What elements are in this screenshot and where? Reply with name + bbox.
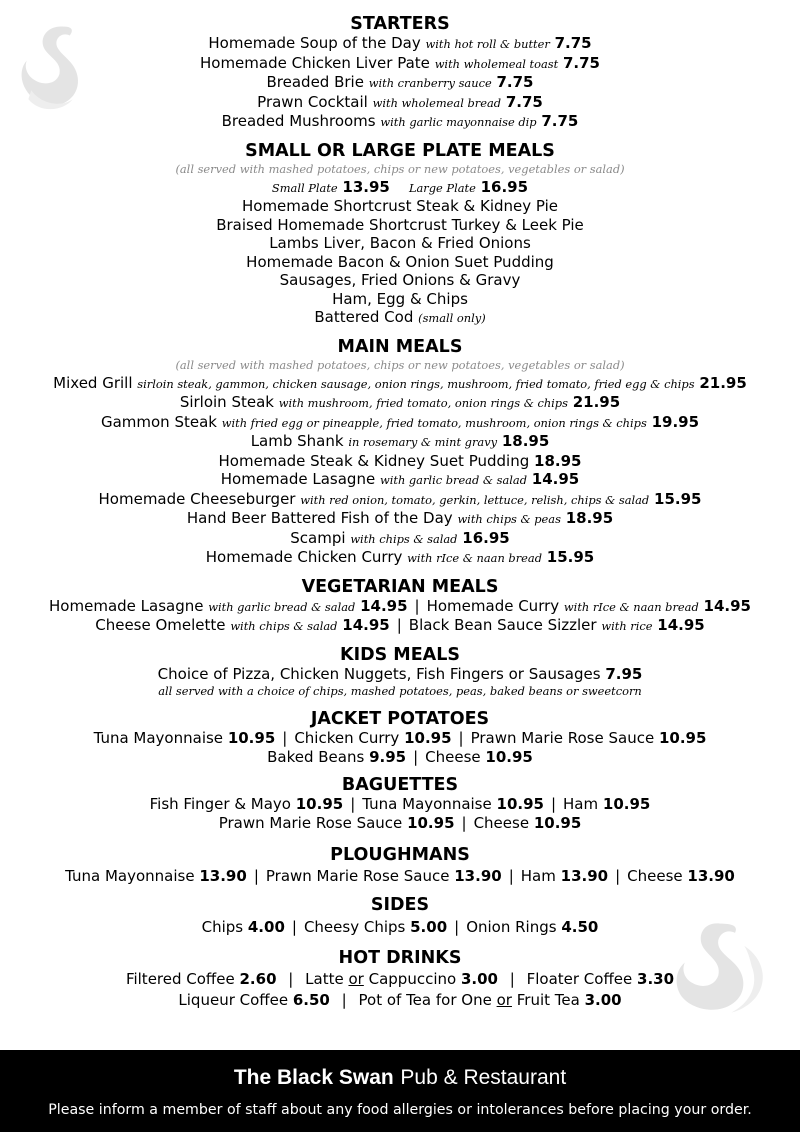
item-name: Homemade Lasagne — [49, 596, 204, 615]
item-price: 10.95 — [496, 795, 544, 813]
item-description: with rIce & naan bread — [563, 599, 699, 614]
item-price: 14.95 — [703, 596, 751, 615]
restaurant-name: The Black Swan Pub & Restaurant — [233, 1066, 567, 1089]
item-price: 14.95 — [360, 596, 408, 615]
item-description: with garlic mayonnaise dip — [380, 115, 537, 129]
item-name: Scampi — [290, 528, 346, 547]
item-name: Prawn Marie Rose Sauce — [265, 867, 450, 885]
menu-item: Homemade Bacon & Onion Suet Pudding — [246, 252, 554, 271]
item-description: with chips & peas — [457, 512, 561, 526]
separator: | — [413, 747, 419, 766]
menu-item: Homemade Shortcrust Steak & Kidney Pie — [241, 197, 559, 215]
menu-row — [0, 729, 800, 748]
item-price: 18.95 — [534, 451, 582, 470]
item-price: 18.95 — [501, 432, 550, 450]
item-name: Tuna Mayonnaise — [362, 795, 492, 813]
item-price: 14.95 — [657, 616, 705, 634]
vegetarian-list — [0, 597, 800, 636]
separator: | — [550, 795, 557, 813]
small-plate-price: 13.95 — [342, 177, 390, 196]
item-price: 10.95 — [533, 813, 582, 832]
item-name: Tuna Mayonnaise — [93, 729, 224, 747]
small-plate-label: Small Plate — [271, 180, 338, 195]
kids-meal-note: all served with a choice of chips, mashed potatoes, peas, baked beans or sweetcorn — [158, 684, 642, 698]
item-price: 13.90 — [560, 867, 609, 885]
plate-meals-list — [0, 197, 800, 308]
item-price: 9.95 — [369, 747, 407, 766]
starters-list — [0, 34, 800, 132]
item-name: Onion Rings — [466, 917, 557, 936]
item-price: 10.95 — [602, 795, 651, 813]
item-price: 10.95 — [227, 729, 276, 747]
item-price: 10.95 — [407, 813, 455, 832]
item-price: 13.90 — [687, 867, 735, 885]
menu-row — [0, 795, 800, 814]
item-name: Homemade Cheeseburger — [98, 489, 296, 508]
item-name: Hand Beer Battered Fish of the Day — [186, 509, 453, 527]
item-name: Lamb Shank — [250, 432, 344, 450]
item-name: Mixed Grill — [53, 373, 133, 392]
plate-size-prices — [0, 178, 800, 198]
item-name: Prawn Cocktail — [257, 92, 368, 111]
section-title-baguettes: BAGUETTES — [341, 775, 459, 795]
section-title-plate-meals: SMALL OR LARGE PLATE MEALS — [245, 140, 555, 161]
menu-item — [0, 93, 800, 113]
section-title-vegetarian: VEGETARIAN MEALS — [301, 576, 499, 597]
item-description: with wholemeal toast — [434, 56, 559, 71]
item-description: sirloin steak, gammon, chicken sausage, onion rings, mushroom, fried tomato, fried egg & chips — [137, 376, 695, 391]
separator: | — [458, 729, 464, 747]
ploughmans-list — [0, 867, 800, 886]
menu-content — [0, 14, 800, 1009]
item-price: 7.75 — [554, 34, 592, 52]
large-plate-price: 16.95 — [480, 177, 529, 196]
item-name: Homemade Chicken Curry — [205, 548, 403, 566]
item-price: 7.75 — [562, 53, 600, 72]
separator: | — [291, 917, 297, 936]
item-name: Homemade Soup of the Day — [208, 34, 421, 52]
section-title-ploughmans: PLOUGHMANS — [330, 845, 470, 865]
item-description: with garlic bread & salad — [379, 473, 528, 487]
separator: | — [253, 867, 259, 885]
item-price: 18.95 — [565, 509, 614, 527]
menu-row — [0, 867, 800, 886]
item-name: Ham — [563, 795, 599, 813]
separator: | — [282, 729, 288, 747]
kids-meal-line: Choice of Pizza, Chicken Nuggets, Fish Fingers or Sausages 7.95 — [157, 664, 643, 683]
footer-banner — [0, 1050, 800, 1132]
item-name: Homemade Lasagne — [220, 470, 376, 488]
item-name: Sirloin Steak — [179, 393, 274, 411]
item-description: with rIce & naan bread — [407, 551, 542, 565]
separator: | — [615, 867, 621, 885]
allergy-notice: Please inform a member of staff about any food allergies or intolerances before placing your order. — [48, 1102, 752, 1118]
item-name: Fish Finger & Mayo — [149, 795, 291, 813]
menu-item — [0, 548, 800, 568]
item-price: 15.95 — [654, 489, 702, 508]
menu-item: Lambs Liver, Bacon & Fried Onions — [269, 234, 531, 252]
item-description: with hot roll & butter — [425, 37, 550, 51]
item-name: Breaded Brie — [266, 73, 364, 91]
item-name: Black Bean Sauce Sizzler — [408, 616, 597, 634]
item-price: 7.75 — [496, 73, 534, 91]
baguettes-list — [0, 795, 800, 832]
item-price: 4.00 — [247, 917, 285, 936]
item-name: Gammon Steak — [100, 412, 217, 431]
menu-row — [0, 748, 800, 767]
item-description: with red onion, tomato, gerkin, lettuce, relish, chips & salad — [300, 492, 650, 507]
item-description: with rice — [601, 619, 653, 633]
item-price: 10.95 — [485, 747, 533, 766]
item-price: 15.95 — [546, 548, 595, 566]
item-name: Prawn Marie Rose Sauce — [470, 729, 655, 747]
item-name: Cheese — [473, 813, 530, 832]
item-price: 7.75 — [505, 92, 543, 111]
item-description: with chips & salad — [350, 531, 458, 546]
menu-row — [0, 814, 800, 833]
separator: | — [414, 596, 420, 615]
item-name: Breaded Mushrooms — [221, 112, 376, 130]
item-price: 14.95 — [531, 470, 580, 488]
item-name: Ham — [520, 867, 556, 885]
main-meals-note: (all served with mashed potatoes, chips or new potatoes, vegetables or salad) — [175, 357, 625, 372]
separator: | — [508, 867, 514, 885]
section-title-main-meals: MAIN MEALS — [337, 336, 463, 357]
item-name: Baked Beans — [267, 747, 365, 766]
large-plate-label: Large Plate — [408, 180, 476, 195]
section-title-starters: STARTERS — [350, 14, 450, 34]
menu-item — [0, 374, 800, 394]
menu-item — [0, 432, 800, 452]
separator: | — [454, 917, 460, 936]
menu-item — [0, 54, 800, 74]
item-name: Chicken Curry — [294, 729, 400, 747]
hot-drinks-row: Filtered Coffee 2.60 | Latte or Cappuccino 3.00 | Floater Coffee 3.30 — [125, 970, 675, 988]
item-price: 16.95 — [462, 528, 510, 547]
item-price: 13.90 — [199, 867, 247, 885]
item-name: Cheese — [425, 747, 481, 766]
section-title-jacket-potatoes: JACKET POTATOES — [310, 709, 490, 729]
menu-item — [0, 470, 800, 490]
item-description: with cranberry sauce — [368, 76, 492, 90]
item-name: Cheesy Chips — [303, 917, 406, 936]
item-description: with wholemeal bread — [372, 95, 502, 110]
item-price: 4.50 — [561, 917, 599, 936]
item-name: Tuna Mayonnaise — [65, 867, 195, 885]
menu-item — [0, 452, 800, 471]
item-price: 5.00 — [410, 917, 448, 936]
jacket-potatoes-list — [0, 729, 800, 766]
main-meals-list — [0, 374, 800, 568]
item-price: 21.95 — [699, 373, 747, 392]
separator: | — [461, 813, 467, 832]
item-price: 21.95 — [572, 393, 621, 411]
menu-item — [0, 529, 800, 549]
item-name: Homemade Chicken Liver Pate — [199, 53, 430, 72]
menu-item — [0, 112, 800, 132]
menu-item — [0, 490, 800, 510]
sides-list — [0, 918, 800, 937]
item-description: in rosemary & mint gravy — [348, 435, 498, 449]
menu-item: Sausages, Fried Onions & Gravy — [279, 271, 521, 289]
menu-row — [0, 616, 800, 636]
menu-row — [0, 918, 800, 937]
item-price: 10.95 — [295, 795, 344, 813]
item-price: 7.75 — [541, 112, 579, 130]
menu-item — [0, 393, 800, 413]
item-name: Homemade Steak & Kidney Suet Pudding — [218, 451, 530, 470]
item-price: 19.95 — [651, 412, 700, 431]
item-name: Homemade Curry — [426, 596, 560, 615]
section-title-kids: KIDS MEALS — [340, 644, 460, 665]
section-title-sides: SIDES — [370, 894, 430, 915]
item-price: 10.95 — [404, 729, 452, 747]
menu-item — [0, 73, 800, 93]
menu-item: Battered Cod (small only) — [314, 308, 486, 326]
item-description: with mushroom, fried tomato, onion rings & chips — [278, 396, 568, 410]
item-description: with fried egg or pineapple, fried tomato, mushroom, onion rings & chips — [221, 415, 647, 430]
menu-item: Ham, Egg & Chips — [332, 289, 468, 308]
item-price: 14.95 — [342, 616, 390, 634]
separator: | — [350, 795, 356, 813]
section-title-hot-drinks: HOT DRINKS — [338, 948, 462, 968]
item-price: 13.90 — [454, 867, 502, 885]
menu-item — [0, 413, 800, 433]
menu-row — [0, 597, 800, 617]
item-price: 10.95 — [658, 729, 707, 747]
menu-item: Braised Homemade Shortcrust Turkey & Leek Pie — [216, 215, 584, 234]
item-name: Chips — [201, 917, 244, 936]
hot-drinks-row: Liqueur Coffee 6.50 | Pot of Tea for One or Fruit Tea 3.00 — [178, 990, 622, 1009]
item-description: with garlic bread & salad — [208, 599, 356, 614]
menu-item — [0, 509, 800, 529]
item-name: Cheese Omelette — [95, 616, 226, 634]
menu-item — [0, 34, 800, 54]
item-name: Cheese — [627, 867, 683, 885]
item-description: with chips & salad — [230, 619, 338, 633]
plate-meals-note: (all served with mashed potatoes, chips or new potatoes, vegetables or salad) — [175, 161, 625, 176]
separator: | — [396, 616, 402, 634]
item-name: Prawn Marie Rose Sauce — [218, 813, 403, 832]
